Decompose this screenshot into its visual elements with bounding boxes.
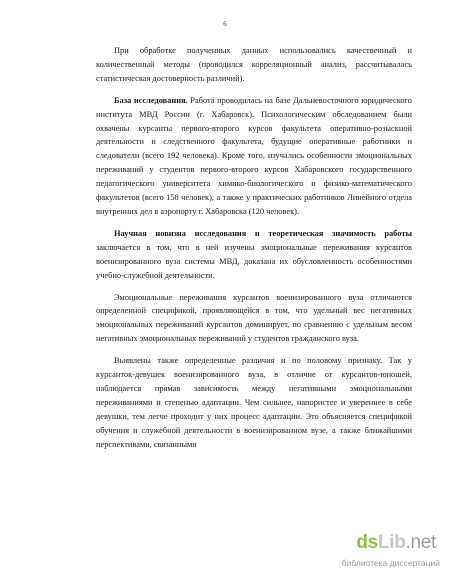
logo-part-lib: Lib: [377, 532, 406, 553]
paragraph-heading: Научная новизна исследования и теоретическая значимость работы: [114, 228, 412, 238]
paragraph-novelty: [96, 227, 412, 283]
paragraph-text: Эмоциональные переживания курсантов военизированного вуза отличаются определенной спецификой, проявляющейся в том, что удельный вес негативных эмоциональных переживаний курсантов доминирует, по сравнению с удельным весом негативных эмоциональных переживаний у студентов гражданского вуза.: [96, 292, 412, 344]
dslib-watermark: [322, 532, 440, 576]
dslib-logo: [356, 532, 436, 554]
paragraph-research-base: [96, 94, 412, 219]
paragraph-specifics: [96, 291, 412, 347]
paragraph-text: При обработке полученных данных использовались качественный и количественный методы (проводился корреляционный анализ, рассчитывалась статистическая достоверность различий).: [96, 46, 412, 83]
page-number: 6: [223, 20, 227, 28]
paragraph-gender-differences: [96, 354, 412, 451]
paragraph-heading: База исследования.: [114, 95, 188, 105]
logo-part-ds: ds: [356, 532, 378, 553]
paragraph-text: Выявлены также определенные различия и по половому признаку. Так у курсанток-девушек военизированного вуза, в отличие от курсантов-юношей, наблюдается прямая зависимость между негативными эмоциональными переживаниями и степенью адаптации. Чем сильнее, напористее и увереннее в себе девушки, тем легче проходит у них процесс адаптации. Это объясняется спецификой обучения и служебной деятельности в военизированном вузе, а также ближайшими перспективами, связанными: [96, 356, 412, 449]
paragraph-methods: [96, 44, 412, 86]
paragraph-text: Работа проводилась на базе Дальневосточного юридического института МВД России (г. Хабаровск). Психологическим обследованием были охвачены курсанты первого-второго курсов факультета оперативно-розыскной деятельности и следственного факультета, будущие оперативные работники и следователи (всего 192 человека). Кроме того, изучались особенности эмоциональных переживаний у студентов первого-второго курсов Хабаровского государственного педагогического университета химико-биологического и физико-математического факультетов (всего 158 человек), а также у практических работников Линейного отдела внутренних дел в аэропорту г. Хабаровска (120 человек).: [96, 95, 412, 216]
logo-part-net: .net: [405, 532, 436, 553]
watermark-caption: библиотека диссертаций: [341, 558, 440, 568]
paragraph-text: заключается в том, что в ней изучены эмоциональные переживания курсантов военизированного вуза системы МВД, доказана их обусловленность особенностями учебно-служебной деятельности.: [96, 242, 412, 280]
document-body: [96, 44, 412, 456]
